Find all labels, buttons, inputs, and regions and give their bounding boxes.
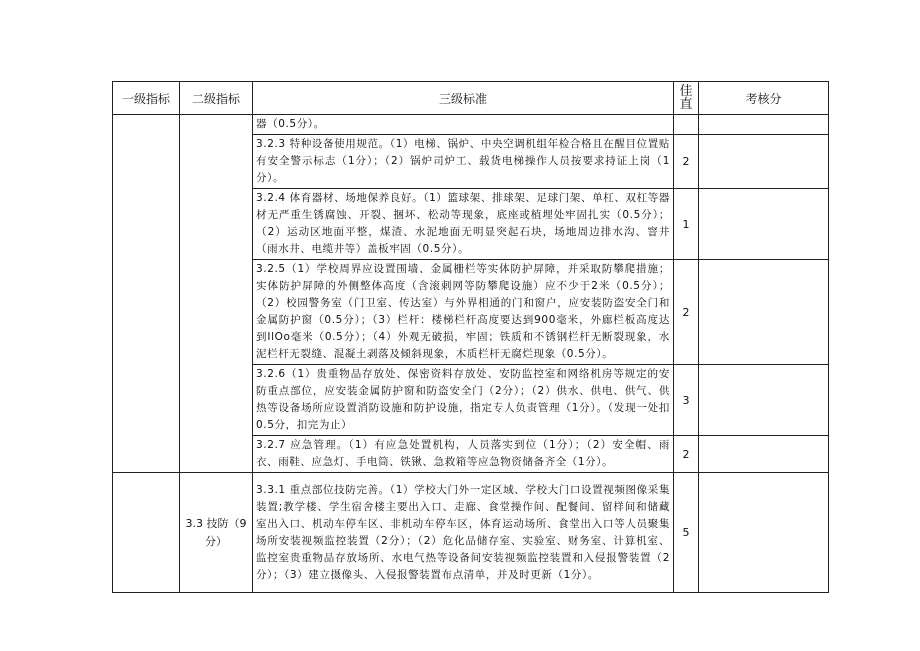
weight-cell: 3 bbox=[674, 365, 699, 436]
weight-cell: 2 bbox=[674, 436, 699, 473]
table-row bbox=[113, 115, 829, 135]
header-weight: 佳直 bbox=[674, 82, 699, 115]
level1-cell bbox=[113, 473, 180, 593]
score-cell bbox=[699, 473, 829, 593]
score-cell bbox=[699, 436, 829, 473]
score-cell bbox=[699, 189, 829, 260]
sub-index-cell: 3.3 技防（9分） bbox=[180, 473, 253, 593]
weight-cell: 1 bbox=[674, 189, 699, 260]
header-level3: 三级标准 bbox=[253, 82, 674, 115]
header-score: 考核分 bbox=[699, 82, 829, 115]
level1-cell bbox=[113, 115, 180, 473]
weight-cell bbox=[674, 115, 699, 135]
weight-cell: 5 bbox=[674, 473, 699, 593]
level2-cell bbox=[180, 115, 253, 473]
score-cell bbox=[699, 365, 829, 436]
score-cell bbox=[699, 135, 829, 189]
standard-cell: 3.2.6（1）贵重物品存放处、保密资料存放处、安防监控室和网络机房等规定的安防重点部位，应安装金属防护窗和防盗安全门（2分）；（2）供水、供电、供气、供热等设备场所应设置消防设施和防护设施，指定专人负责管理（1分）。（发现一处扣0.5分，扣完为止） bbox=[253, 365, 674, 436]
table-row bbox=[113, 473, 829, 593]
header-level1: 一级指标 bbox=[113, 82, 180, 115]
header-level2: 二级指标 bbox=[180, 82, 253, 115]
score-cell bbox=[699, 115, 829, 135]
standard-cell: 器（0.5分）。 bbox=[253, 115, 674, 135]
header-row bbox=[113, 82, 829, 115]
standard-cell: 3.2.4 体育器材、场地保养良好。（1）篮球架、排球架、足球门架、单杠、双杠等器材无严重生锈腐蚀、开裂、捆坏、松动等现象，底座或植埋处牢固扎实（0.5分）；（2）运动区地面平整，煤渣、水泥地面无明显突起石块，场地周边排水沟、窨井（雨水井、电缆井等）盖板牢固（0.5分）。 bbox=[253, 189, 674, 260]
standard-cell: 3.2.3 特种设备使用规范。（1）电梯、锅炉、中央空调机组年检合格且在醒目位置贴有安全警示标志（1分）；（2）锅炉司炉工、载货电梯操作人员按要求持证上岗（1分）。 bbox=[253, 135, 674, 189]
evaluation-table bbox=[112, 81, 829, 593]
weight-cell: 2 bbox=[674, 260, 699, 365]
standard-cell: 3.2.7 应急管理。（1）有应急处置机构，人员落实到位（1分）；（2）安全帽、雨衣、雨鞋、应急灯、手电筒、铁锹、急救箱等应急物资储备齐全（1分）。 bbox=[253, 436, 674, 473]
standard-cell: 3.2.5（1）学校周界应设置围墙、金属栅栏等实体防护屏障，并采取防攀爬措施；实体防护屏障的外侧整体高度（含滚刺网等防攀爬设施）应不少于2米（0.5分）；（2）校园警务室（门卫室、传达室）与外界相通的门和窗户，应安装防盗安全门和金属防护窗（0.5分）；（3）栏杆：楼梯栏杆高度要达到900毫米，外廊栏板高度达到IlOo毫米（0.5分）；（4）外观无破损，牢固；铁质和不锈钢栏杆无断裂现象，水泥栏杆无裂缝、混凝土剥落及倾斜现象，木质栏杆无腐烂现象（0.5分）。 bbox=[253, 260, 674, 365]
weight-cell: 2 bbox=[674, 135, 699, 189]
score-cell bbox=[699, 260, 829, 365]
standard-cell: 3.3.1 重点部位技防完善。（1）学校大门外一定区域、学校大门口设置视频图像采集装置;教学楼、学生宿舍楼主要出入口、走廊、食堂操作间、配餐间、留样间和储藏室出入口、机动车停车区、非机动车停车区，体育运动场所、食堂出入口等人员聚集场所安装视频监控装置（2分）；（2）危化品储存室、实验室、财务室、计算机室、监控室贵重物品存放场所、水电气热等设备间安装视频监控装置和入侵报警装置（2分）；（3）建立摄像头、入侵报警装置布点清单，并及时更新（1分）。 bbox=[253, 473, 674, 593]
